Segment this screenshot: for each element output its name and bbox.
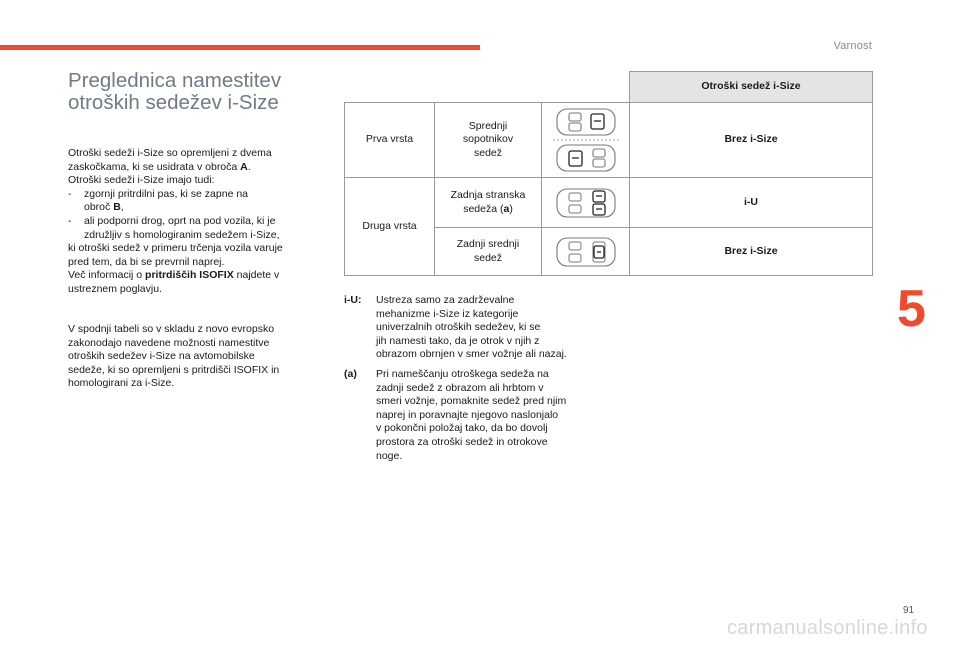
- intro-line: Več informacij o pritrdiščih ISOFIX najdete v: [68, 269, 280, 282]
- chapter-number: 5: [897, 280, 926, 338]
- intro-line: zaskočkama, ki se usidrata v obroča A.: [68, 160, 251, 173]
- watermark: carmanualsonline.info: [727, 617, 928, 639]
- front-passenger-value: Brez i-Size: [629, 102, 873, 178]
- table-header: Otroški sedež i-Size: [629, 71, 873, 103]
- section-label: Varnost: [833, 40, 872, 52]
- rear-side-value: i-U: [629, 177, 873, 228]
- intro-line: ustreznem poglavju.: [68, 282, 162, 295]
- list-item-continued: obroč B,: [84, 201, 124, 214]
- note-a: (a) Pri nameščanju otroškega sedeža na zadnji sedež z obrazom ali hrbtom v smeri vožnje, pomaknite sedež pred njim naprej in poravnajte njegovo naslonjalo v pokončni položaj tako, da bo dovolj prostora za otroški sedež in otrokove noge.: [344, 367, 567, 462]
- table-notes: [344, 294, 614, 469]
- seat-rear-center: Zadnji srednji sedež: [434, 227, 542, 276]
- intro-line: Otroški sedeži i-Size imajo tudi:: [68, 174, 215, 187]
- intro-line: ki otroški sedež v primeru trčenja vozila varuje: [68, 242, 283, 255]
- seat-rear-side: Zadnja stranska sedeža (a): [434, 177, 542, 228]
- rear-center-value: Brez i-Size: [629, 227, 873, 276]
- intro-line: Otroški sedeži i-Size so opremljeni z dvema: [68, 147, 272, 159]
- top-accent-bar: [0, 45, 480, 50]
- page-title: [68, 70, 348, 114]
- row-label-first: Prva vrsta: [344, 102, 435, 178]
- paragraph-line: homologirani za i-Size.: [68, 377, 175, 390]
- intro-paragraph: [68, 147, 326, 297]
- row-label-second: Druga vrsta: [344, 177, 435, 276]
- list-item: - zgornji pritrdilni pas, ki se zapne na: [68, 187, 249, 200]
- paragraph-line: zakonodajo navedene možnosti namestitve: [68, 336, 270, 349]
- page-title-line-2: otroških sedežev i-Size: [68, 91, 279, 114]
- list-item-continued: združljiv s homologiranim sedežem i-Size,: [84, 228, 280, 241]
- paragraph-line: V spodnji tabeli so v skladu z novo evropsko: [68, 323, 275, 335]
- rear-side-seats-icon: [541, 177, 630, 228]
- note-iu: i-U: Ustreza samo za zadrževalne mehanizme i-Size iz kategorije univerzalnih otroških sedežev, ki se jih namesti tako, da je otrok v njih z obrazom obrnjen v smer vožnje ali nazaj.: [344, 294, 567, 361]
- page-number: 91: [903, 605, 915, 616]
- rear-center-seat-icon: [541, 227, 630, 276]
- paragraph-line: otroških sedežev i-Size na avtomobilske: [68, 350, 255, 363]
- table-intro-paragraph: [68, 323, 326, 391]
- paragraph-line: sedeže, ki so opremljeni s pritrdišči ISOFIX in: [68, 363, 280, 376]
- list-item: - ali podporni drog, oprt na pod vozila, ki je: [68, 214, 276, 227]
- page-title-line-1: Preglednica namestitev: [68, 69, 282, 92]
- intro-line: pred tem, da bi se prevrnil naprej.: [68, 255, 225, 268]
- seat-front-passenger: Sprednji sopotnikov sedež: [434, 102, 542, 178]
- front-passenger-seat-icon: [541, 102, 630, 178]
